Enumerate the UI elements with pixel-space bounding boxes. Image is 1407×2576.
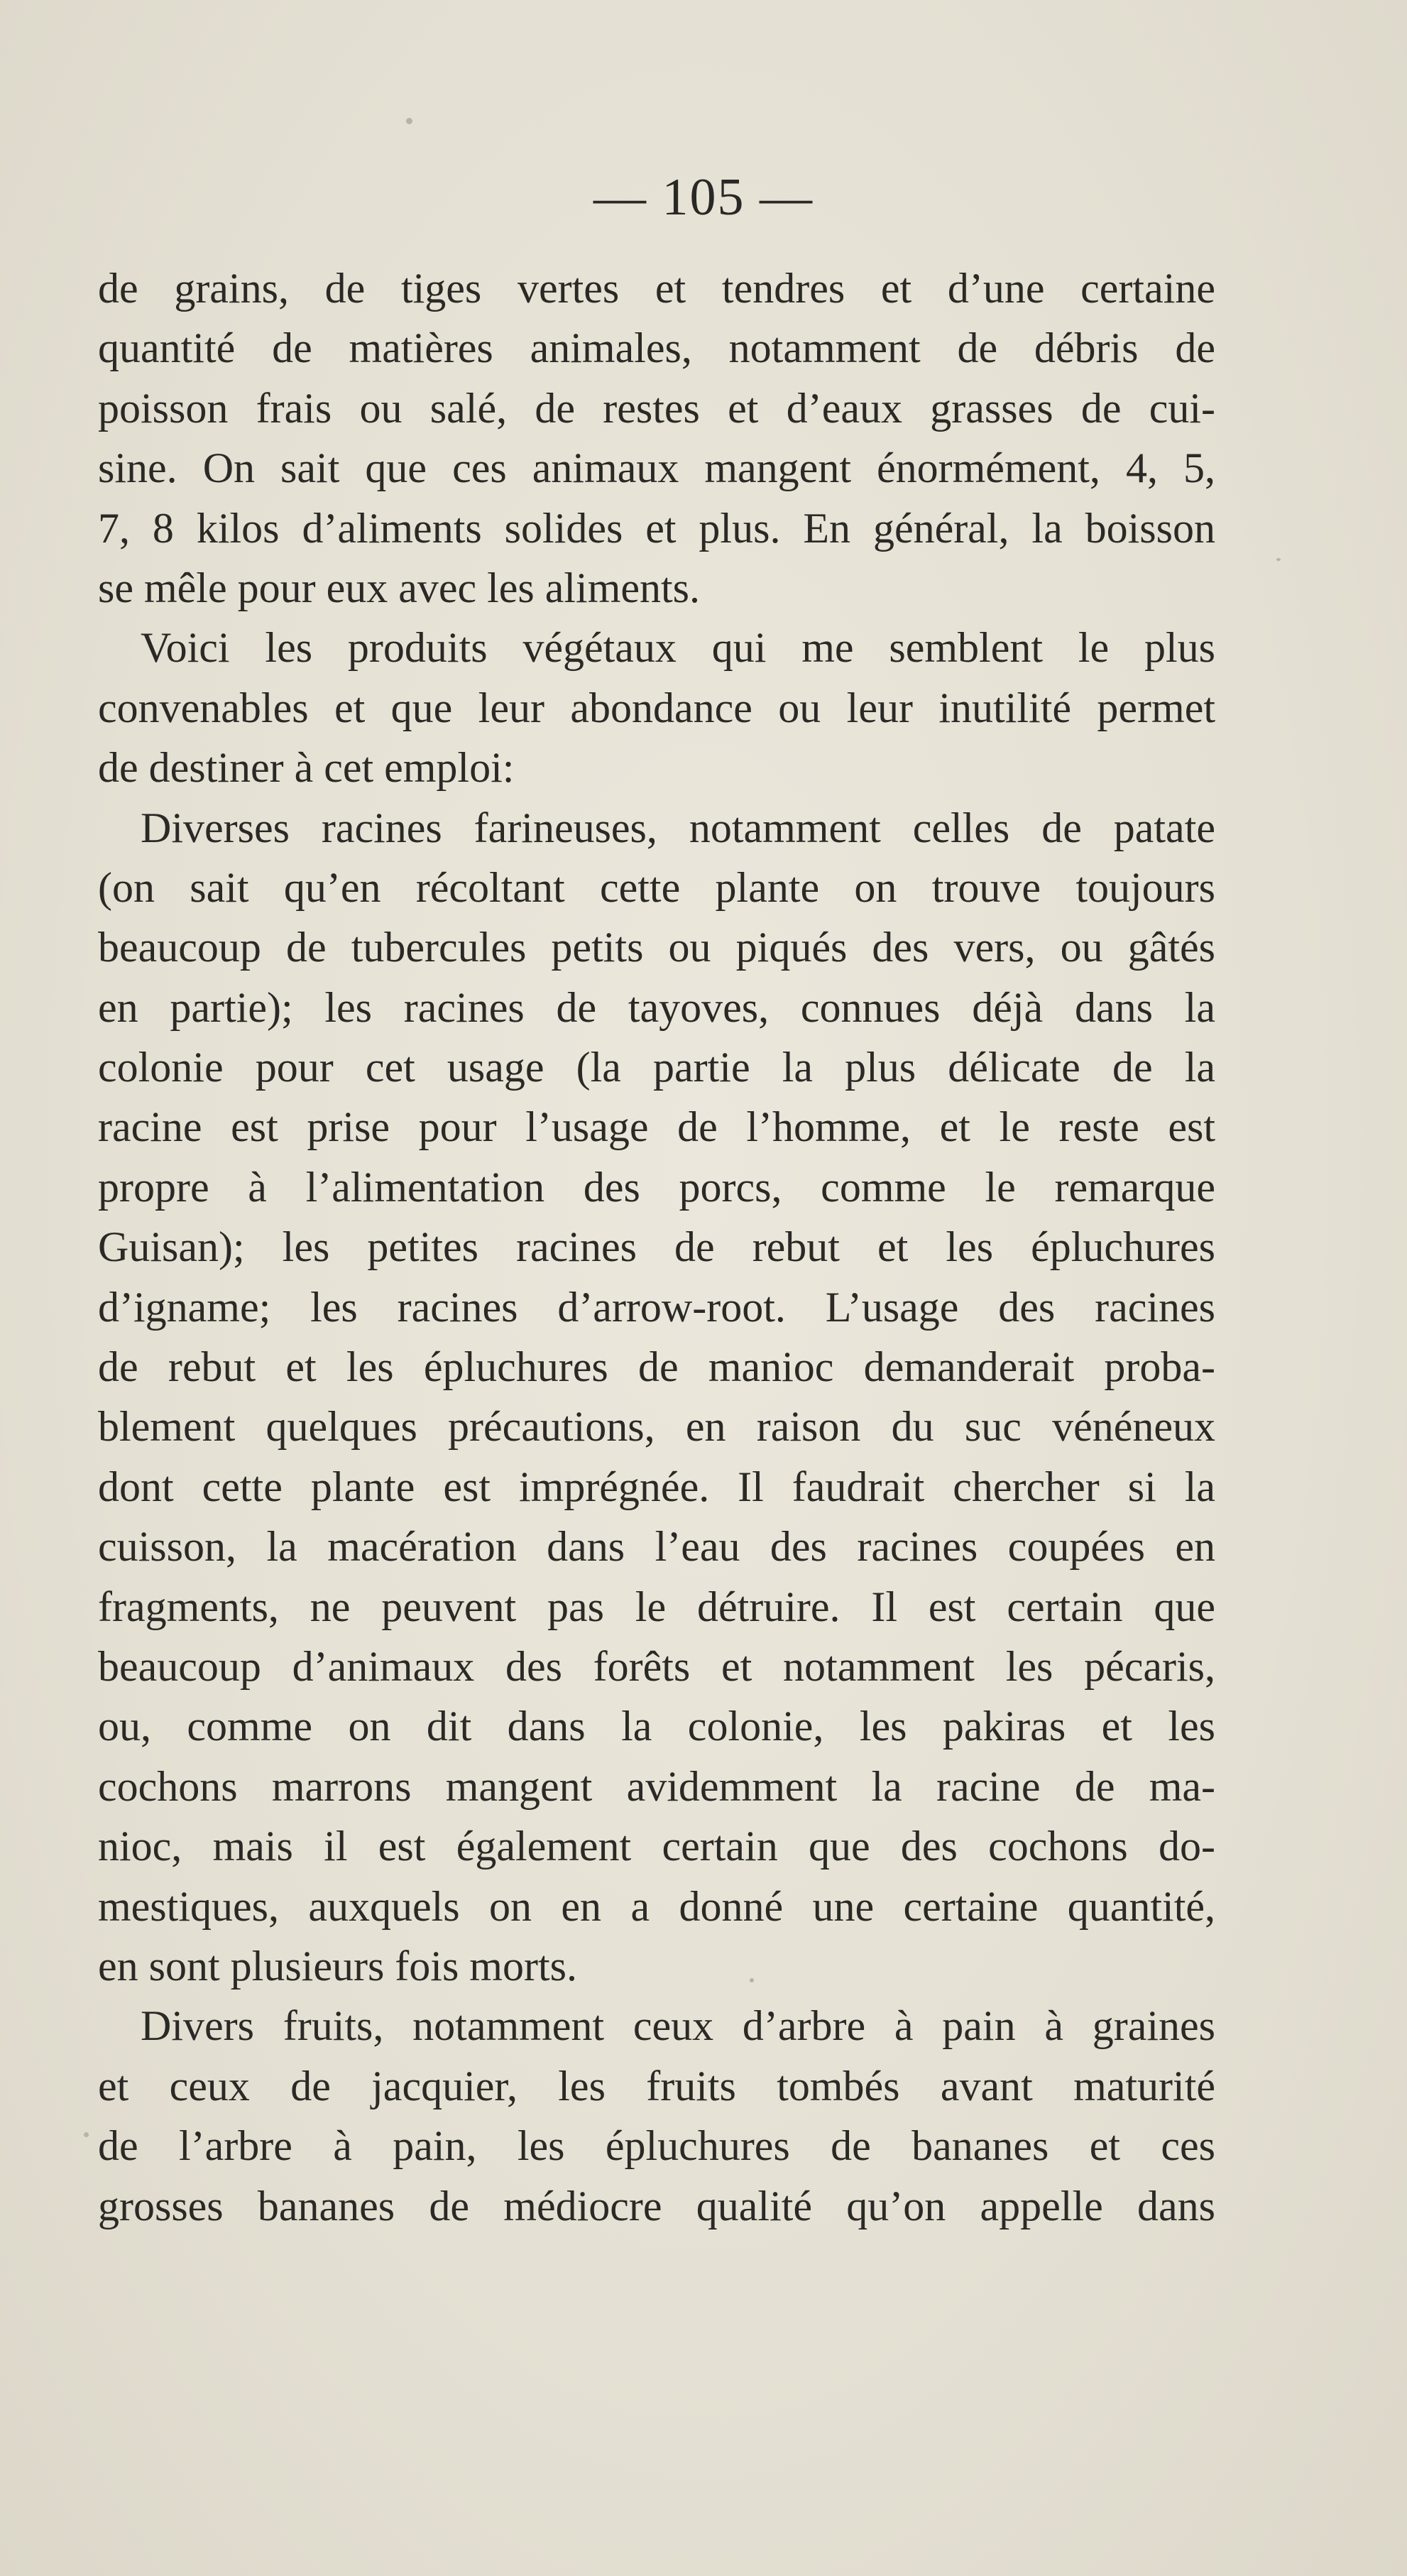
- text-line: poisson frais ou salé, de restes et d’eaux grasses de cui-: [98, 384, 1215, 432]
- text-line: fragments, ne peuvent pas le détruire. Il est certain que: [98, 1583, 1215, 1630]
- text-line: en sont plusieurs fois morts.: [98, 1942, 577, 1990]
- text-line: blement quelques précautions, en raison du suc vénéneux: [98, 1403, 1215, 1451]
- text-line: en partie); les racines de tayoves, connues déjà dans la: [98, 983, 1215, 1031]
- text-line: d’igname; les racines d’arrow-root. L’usage des racines: [98, 1283, 1215, 1331]
- text-line: ou, comme on dit dans la colonie, les pakiras et les: [98, 1703, 1215, 1750]
- text-line: propre à l’alimentation des porcs, comme le remarque: [98, 1163, 1215, 1211]
- text-line: beaucoup d’animaux des forêts et notamment les pécaris,: [98, 1642, 1215, 1690]
- text-line: cuisson, la macération dans l’eau des racines coupées en: [98, 1523, 1215, 1571]
- text-line: colonie pour cet usage (la partie la plus délicate de la: [98, 1044, 1215, 1091]
- text-line: dont cette plante est imprégnée. Il faudrait chercher si la: [98, 1463, 1215, 1510]
- text-line: de destiner à cet emploi:: [98, 744, 515, 792]
- text-line: Divers fruits, notamment ceux d’arbre à pain à graines: [141, 2002, 1215, 2050]
- text-line: nioc, mais il est également certain que des cochons do-: [98, 1823, 1215, 1870]
- text-line: Guisan); les petites racines de rebut et les épluchures: [98, 1223, 1215, 1271]
- text-line: beaucoup de tubercules petits ou piqués des vers, ou gâtés: [98, 924, 1215, 971]
- text-line: de l’arbre à pain, les épluchures de bananes et ces: [98, 2122, 1215, 2170]
- text-line: cochons marrons mangent avidemment la racine de ma-: [98, 1762, 1215, 1810]
- text-line: de rebut et les épluchures de manioc demanderait proba-: [98, 1343, 1215, 1391]
- text-line: se mêle pour eux avec les aliments.: [98, 564, 701, 611]
- text-line: racine est prise pour l’usage de l’homme, et le reste est: [98, 1103, 1215, 1151]
- text-line: quantité de matières animales, notamment de débris de: [98, 324, 1215, 372]
- text-line: de grains, de tiges vertes et tendres et d’une certaine: [98, 265, 1215, 312]
- text-line: sine. On sait que ces animaux mangent énormément, 4, 5,: [98, 444, 1215, 492]
- text-line: mestiques, auxquels on en a donné une certaine quantité,: [98, 1882, 1215, 1930]
- page-number: — 105 —: [593, 168, 814, 227]
- text-line: 7, 8 kilos d’aliments solides et plus. En général, la boisson: [98, 504, 1215, 552]
- text-line: et ceux de jacquier, les fruits tombés avant maturité: [98, 2062, 1215, 2110]
- text-line: Voici les produits végétaux qui me semblent le plus: [141, 624, 1215, 672]
- text-line: convenables et que leur abondance ou leur inutilité permet: [98, 684, 1215, 731]
- text-line: Diverses racines farineuses, notamment celles de patate: [141, 804, 1215, 851]
- paper-speck: [84, 2132, 89, 2137]
- text-line: grosses bananes de médiocre qualité qu’on appelle dans: [98, 2182, 1215, 2230]
- paper-speck: [406, 118, 412, 124]
- paper-speck: [1276, 558, 1281, 561]
- body-text: [98, 258, 1215, 2236]
- text-line: (on sait qu’en récoltant cette plante on trouve toujours: [98, 863, 1215, 911]
